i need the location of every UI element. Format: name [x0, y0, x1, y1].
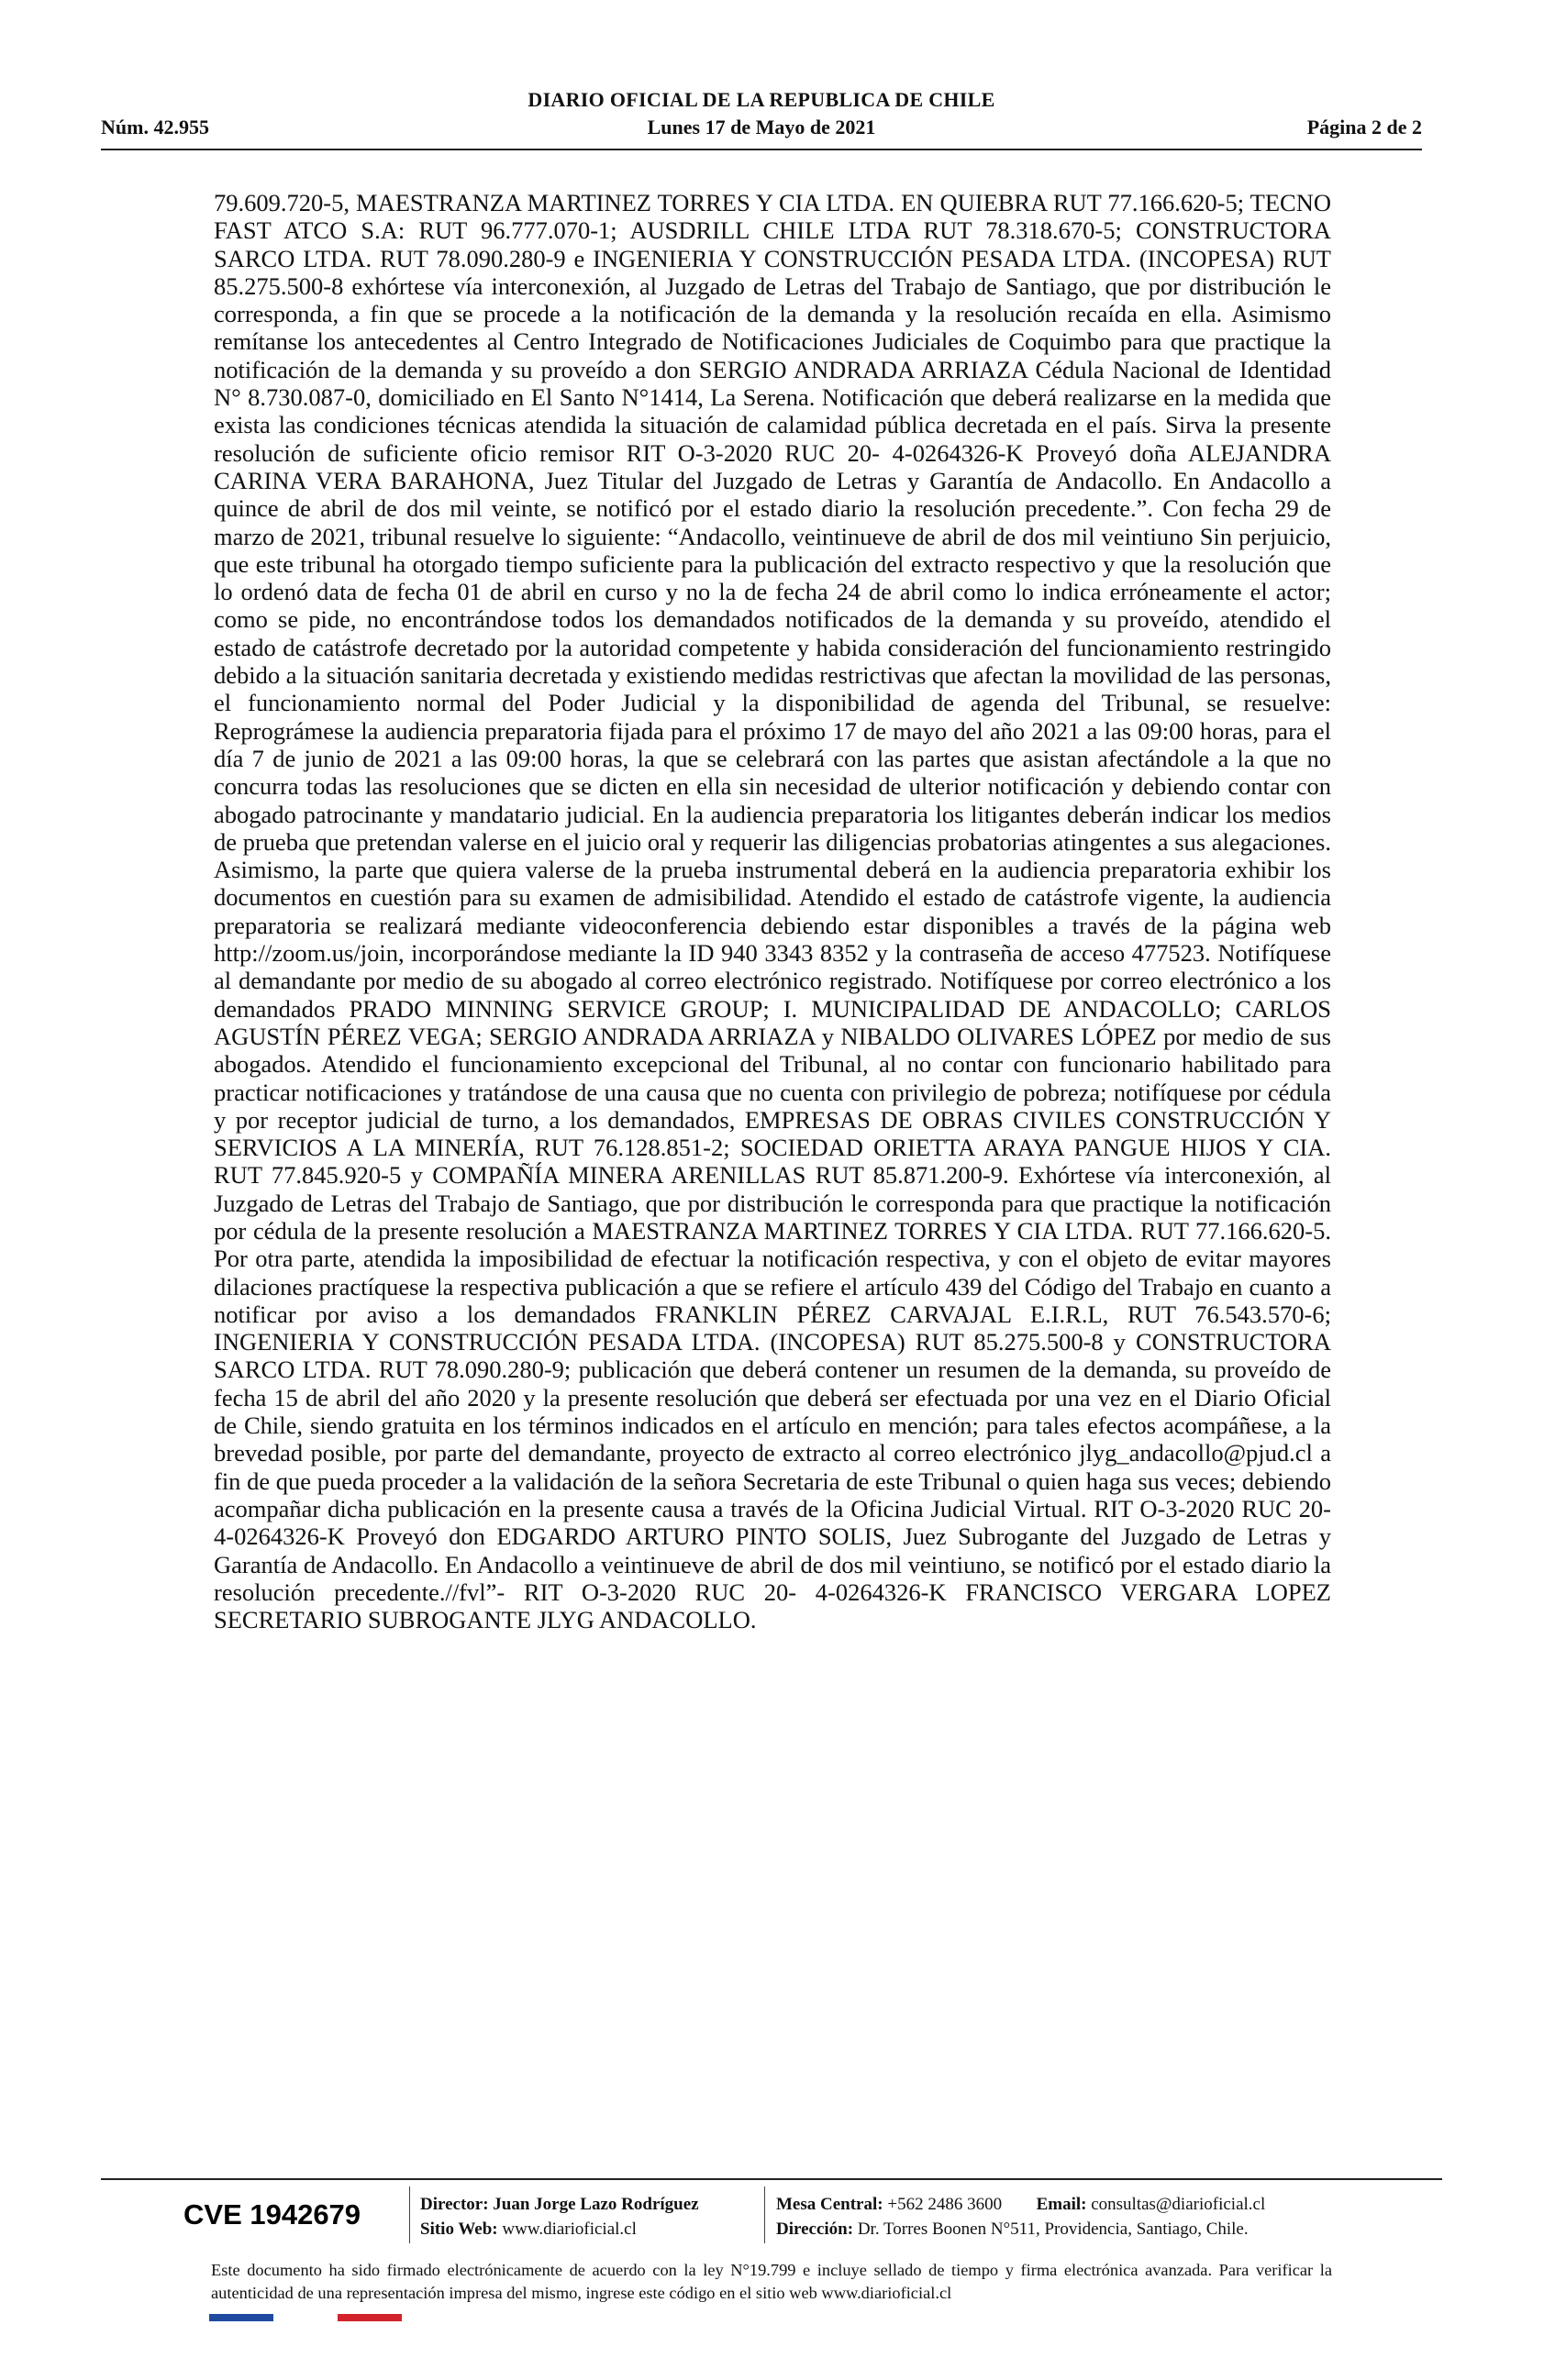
flag-blue-segment — [209, 2314, 273, 2321]
footer-separator — [409, 2186, 410, 2243]
document-body: 79.609.720-5, MAESTRANZA MARTINEZ TORRES Y CIA LTDA. EN QUIEBRA RUT 77.166.620-5; TECNO FAST ATCO S.A: RUT 96.777.070-1; AUSDRILL CHILE LTDA RUT 78.318.670-5; CONSTRUCTORA SARCO LTDA. RUT 78.090.280-9 e INGENIERIA Y CONSTRUCCIÓN PESADA LTDA. (INCOPESA) RUT 85.275.500-8 exhórtese vía interconexión, al Juzgado de Letras del Trabajo de Santiago, que por distribución le corresponda, a fin que se procede a la notificación de la demanda y la resolución recaída en ella. Asimismo remítanse los antecedentes al Centro Integrado de Notificaciones Judiciales de Coquimbo para que practique la notificación de la demanda y su proveído a don SERGIO ANDRADA ARRIAZA Cédula Nacional de Identidad N° 8.730.087-0, domiciliado en El Santo N°1414, La Serena. Notificación que deberá realizarse en la medida que exista las condiciones técnicas atendida la situación de calamidad pública decretada en el país. Sirva la presente resolución de suficiente oficio remisor RIT O-3-2020 RUC 20- 4-0264326-K Proveyó doña ALEJANDRA CARINA VERA BARAHONA, Juez Titular del Juzgado de Letras y Garantía de Andacollo. En Andacollo a quince de abril de dos mil veinte, se notificó por el estado diario la resolución precedente.”. Con fecha 29 de marzo de 2021, tribunal resuelve lo siguiente: “Andacollo, veintinueve de abril de dos mil veintiuno Sin perjuicio, que este tribunal ha otorgado tiempo suficiente para la publicación del extracto respectivo y que la resolución que lo ordenó data de fecha 01 de abril en curso y no la de fecha 24 de abril como lo indica erróneamente el actor; como se pide, no encontrándose todos los demandados notificados de la demanda y su proveído, atendido el estado de catástrofe decretado por la autoridad competente y habida consideración del funcionamiento restringido debido a la situación sanitaria decretada y existiendo medidas restrictivas que afectan la movilidad de las personas, el funcionamiento normal del Poder Judicial y la disponibilidad de agenda del Tribunal, se resuelve: Reprográmese la audiencia preparatoria fijada para el próximo 17 de mayo del año 2021 a las 09:00 horas, para el día 7 de junio de 2021 a las 09:00 horas, la que se celebrará con las partes que asistan afectándole a la que no concurra todas las resoluciones que se dicten en ella sin necesidad de ulterior notificación y debiendo contar con abogado patrocinante y mandatario judicial. En la audiencia preparatoria los litigantes deberán indicar los medios de prueba que pretendan valerse en el juicio oral y requerir las diligencias probatorias atingentes a sus alegaciones. Asimismo, la parte que quiera valerse de la prueba instrumental deberá en la audiencia preparatoria exhibir los documentos en cuestión para su examen de admisibilidad. Atendido el estado de catástrofe vigente, la audiencia preparatoria se realizará mediante videoconferencia debiendo estar disponibles a través de la página web http://zoom.us/join, incorporándose mediante la ID 940 3343 8352 y la contraseña de acceso 477523. Notifíquese al demandante por medio de su abogado al correo electrónico registrado. Notifíquese por correo electrónico a los demandados PRADO MINNING SERVICE GROUP; I. MUNICIPALIDAD DE ANDACOLLO; CARLOS AGUSTÍN PÉREZ VEGA; SERGIO ANDRADA ARRIAZA y NIBALDO OLIVARES LÓPEZ por medio de sus abogados. Atendido el funcionamiento excepcional del Tribunal, al no contar con funcionario habilitado para practicar notificaciones y tratándose de una causa que no cuenta con privilegio de pobreza; notifíquese por cédula y por receptor judicial de turno, a los demandados, EMPRESAS DE OBRAS CIVILES CONSTRUCCIÓN Y SERVICIOS A LA MINERÍA, RUT 76.128.851-2; SOCIEDAD ORIETTA ARAYA PANGUE HIJOS Y CIA. RUT 77.845.920-5 y COMPAÑÍA MINERA ARENILLAS RUT 85.871.200-9. Exhórtese vía interconexión, al Juzgado de Letras del Trabajo de Santiago, que por distribución le corresponda para que practique la notificación por cédula de la presente resolución a MAESTRANZA MARTINEZ TORRES Y CIA LTDA. RUT 77.166.620-5. Por otra parte, atendida la imposibilidad de efectuar la notificación respectiva, y con el objeto de evitar mayores dilaciones practíquese la respectiva publicación a que se refiere el artículo 439 del Código del Trabajo en cuanto a notificar por aviso a los demandados FRANKLIN PÉREZ CARVAJAL E.I.R.L, RUT 76.543.570-6; INGENIERIA Y CONSTRUCCIÓN PESADA LTDA. (INCOPESA) RUT 85.275.500-8 y CONSTRUCTORA SARCO LTDA. RUT 78.090.280-9; publicación que deberá contener un resumen de la demanda, su proveído de fecha 15 de abril del año 2020 y la presente resolución que deberá ser efectuada por una vez en el Diario Oficial de Chile, siendo gratuita en los términos indicados en el artículo en mención; para tales efectos acompáñese, a la brevedad posible, por parte del demandante, proyecto de extracto al correo electrónico jlyg_andacollo@pjud.cl a fin de que pueda proceder a la validación de la señora Secretaria de este Tribunal o quien haga sus veces; debiendo acompañar dicha publicación en la presente causa a través de la Oficina Judicial Virtual. RIT O-3-2020 RUC 20- 4-0264326-K Proveyó don EDGARDO ARTURO PINTO SOLIS, Juez Subrogante del Juzgado de Letras y Garantía de Andacollo. En Andacollo a veintinueve de abril de dos mil veintiuno, se notificó por el estado diario la resolución precedente.//fvl”- RIT O-3-2020 RUC 20- 4-0264326-K FRANCISCO VERGARA LOPEZ SECRETARIO SUBROGANTE JLYG ANDACOLLO. — [214, 189, 1331, 1634]
email-label: Email: — [1036, 2195, 1087, 2214]
website-link[interactable]: www.diarioficial.cl — [502, 2219, 637, 2239]
director-info — [420, 2192, 699, 2242]
signature-notice: Este documento ha sido firmado electrónicamente de acuerdo con la ley N°19.799 e incluye sellado de tiempo y firma electrónica avanzada. Para verificar la autenticidad de una representación impresa del mismo, ingrese este código en el sitio web www.diarioficial.cl — [211, 2261, 1332, 2302]
flag-red-segment — [338, 2314, 402, 2321]
contact-info — [776, 2192, 1265, 2242]
publication-title: DIARIO OFICIAL DE LA REPUBLICA DE CHILE — [528, 88, 995, 111]
cve-code: CVE 1942679 — [183, 2198, 361, 2231]
phone-label: Mesa Central: — [776, 2195, 883, 2214]
director-line — [420, 2192, 699, 2217]
director-name: Juan Jorge Lazo Rodríguez — [493, 2195, 699, 2214]
footer-separator — [764, 2186, 765, 2243]
address-line — [776, 2217, 1265, 2242]
flag-white-segment — [273, 2314, 338, 2321]
issue-number: Núm. 42.955 — [101, 116, 209, 138]
issue-date: Lunes 17 de Mayo de 2021 — [647, 116, 876, 138]
phone-email-line — [776, 2192, 1265, 2217]
email-link[interactable]: consultas@diarioficial.cl — [1091, 2195, 1266, 2214]
website-label: Sitio Web: — [420, 2219, 498, 2239]
address-value: Dr. Torres Boonen N°511, Providencia, Santiago, Chile. — [857, 2219, 1249, 2239]
page-indicator: Página 2 de 2 — [1306, 116, 1422, 138]
website-line — [420, 2217, 699, 2242]
header-divider — [101, 149, 1422, 150]
director-label: Director: — [420, 2195, 489, 2214]
footer-divider — [101, 2178, 1442, 2180]
page-header — [101, 88, 1422, 143]
phone-value: +562 2486 3600 — [887, 2195, 1003, 2214]
address-label: Dirección: — [776, 2219, 854, 2239]
flag-stripe — [209, 2314, 402, 2321]
